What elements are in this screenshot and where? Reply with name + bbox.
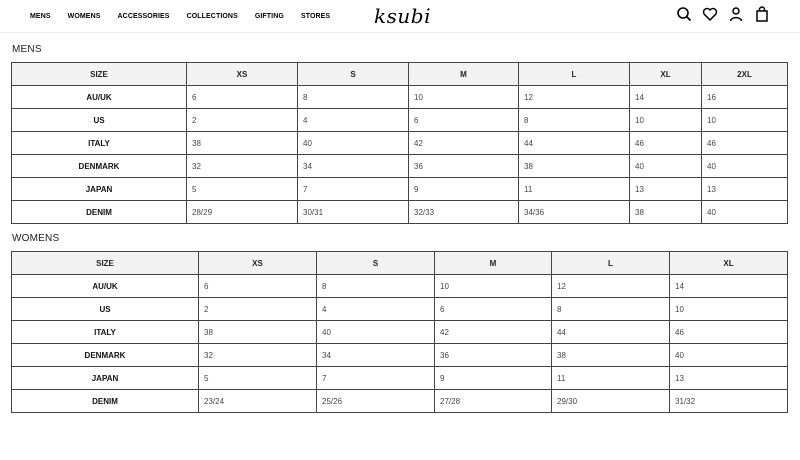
size-value-cell: 38 bbox=[187, 132, 298, 155]
row-label: AU/UK bbox=[12, 86, 187, 109]
size-value-cell: 46 bbox=[670, 321, 788, 344]
row-label: JAPAN bbox=[12, 367, 199, 390]
size-value-cell: 11 bbox=[552, 367, 670, 390]
row-label: DENIM bbox=[12, 390, 199, 413]
nav-stores[interactable]: STORES bbox=[300, 12, 331, 20]
size-column-header: SIZE bbox=[12, 63, 187, 86]
size-value-cell: 40 bbox=[702, 201, 788, 224]
table-row bbox=[12, 390, 788, 413]
size-value-cell: 8 bbox=[317, 275, 435, 298]
size-value-cell: 40 bbox=[702, 155, 788, 178]
heart-icon[interactable] bbox=[702, 6, 718, 22]
size-value-cell: 40 bbox=[298, 132, 409, 155]
table-row bbox=[12, 298, 788, 321]
size-value-cell: 5 bbox=[187, 178, 298, 201]
size-value-cell: 25/26 bbox=[317, 390, 435, 413]
row-label: ITALY bbox=[12, 321, 199, 344]
row-label: US bbox=[12, 109, 187, 132]
size-value-cell: 10 bbox=[702, 109, 788, 132]
row-label: ITALY bbox=[12, 132, 187, 155]
size-value-cell: 8 bbox=[298, 86, 409, 109]
table-row bbox=[12, 275, 788, 298]
size-column-header: SIZE bbox=[12, 252, 199, 275]
size-value-cell: 40 bbox=[670, 344, 788, 367]
size-value-cell: 38 bbox=[552, 344, 670, 367]
size-value-cell: 28/29 bbox=[187, 201, 298, 224]
user-icon[interactable] bbox=[728, 6, 744, 22]
size-value-cell: 42 bbox=[435, 321, 552, 344]
size-value-cell: 14 bbox=[670, 275, 788, 298]
size-value-cell: 5 bbox=[199, 367, 317, 390]
size-header-s: S bbox=[317, 252, 435, 275]
size-value-cell: 14 bbox=[630, 86, 702, 109]
table-header-row bbox=[12, 63, 788, 86]
row-label: AU/UK bbox=[12, 275, 199, 298]
size-value-cell: 38 bbox=[199, 321, 317, 344]
main-nav bbox=[30, 0, 330, 32]
size-value-cell: 36 bbox=[409, 155, 519, 178]
size-value-cell: 40 bbox=[317, 321, 435, 344]
size-header-xl: XL bbox=[670, 252, 788, 275]
table-row bbox=[12, 86, 788, 109]
size-value-cell: 36 bbox=[435, 344, 552, 367]
size-value-cell: 40 bbox=[630, 155, 702, 178]
size-value-cell: 10 bbox=[630, 109, 702, 132]
size-header-xs: XS bbox=[199, 252, 317, 275]
size-value-cell: 10 bbox=[670, 298, 788, 321]
size-value-cell: 13 bbox=[702, 178, 788, 201]
size-value-cell: 9 bbox=[409, 178, 519, 201]
size-value-cell: 23/24 bbox=[199, 390, 317, 413]
size-value-cell: 10 bbox=[409, 86, 519, 109]
size-value-cell: 6 bbox=[409, 109, 519, 132]
size-value-cell: 11 bbox=[519, 178, 630, 201]
size-value-cell: 2 bbox=[199, 298, 317, 321]
size-header-2xl: 2XL bbox=[702, 63, 788, 86]
search-icon[interactable] bbox=[676, 6, 692, 22]
size-value-cell: 6 bbox=[199, 275, 317, 298]
size-header-l: L bbox=[519, 63, 630, 86]
size-value-cell: 13 bbox=[630, 178, 702, 201]
size-value-cell: 8 bbox=[552, 298, 670, 321]
row-label: US bbox=[12, 298, 199, 321]
table-row bbox=[12, 321, 788, 344]
size-value-cell: 32 bbox=[187, 155, 298, 178]
size-value-cell: 46 bbox=[630, 132, 702, 155]
womens-section-title: WOMENS bbox=[12, 233, 60, 244]
size-value-cell: 46 bbox=[702, 132, 788, 155]
size-value-cell: 16 bbox=[702, 86, 788, 109]
size-header-xs: XS bbox=[187, 63, 298, 86]
table-row bbox=[12, 155, 788, 178]
size-value-cell: 9 bbox=[435, 367, 552, 390]
top-navigation bbox=[0, 0, 800, 33]
table-header-row bbox=[12, 252, 788, 275]
row-label: JAPAN bbox=[12, 178, 187, 201]
row-label: DENIM bbox=[12, 201, 187, 224]
table-row bbox=[12, 132, 788, 155]
size-value-cell: 7 bbox=[298, 178, 409, 201]
size-value-cell: 34 bbox=[317, 344, 435, 367]
size-value-cell: 32/33 bbox=[409, 201, 519, 224]
mens-size-table bbox=[11, 62, 788, 224]
mens-section-title: MENS bbox=[12, 44, 42, 55]
table-row bbox=[12, 367, 788, 390]
size-value-cell: 2 bbox=[187, 109, 298, 132]
size-header-m: M bbox=[409, 63, 519, 86]
size-value-cell: 38 bbox=[519, 155, 630, 178]
nav-collections[interactable]: COLLECTIONS bbox=[186, 12, 238, 20]
table-row bbox=[12, 109, 788, 132]
size-value-cell: 34/36 bbox=[519, 201, 630, 224]
nav-womens[interactable]: WOMENS bbox=[67, 12, 101, 20]
bag-icon[interactable] bbox=[754, 6, 770, 22]
size-value-cell: 7 bbox=[317, 367, 435, 390]
size-header-xl: XL bbox=[630, 63, 702, 86]
size-value-cell: 4 bbox=[298, 109, 409, 132]
size-value-cell: 10 bbox=[435, 275, 552, 298]
size-value-cell: 34 bbox=[298, 155, 409, 178]
nav-accessories[interactable]: ACCESSORIES bbox=[117, 12, 170, 20]
size-value-cell: 13 bbox=[670, 367, 788, 390]
size-header-m: M bbox=[435, 252, 552, 275]
size-value-cell: 31/32 bbox=[670, 390, 788, 413]
row-label: DENMARK bbox=[12, 344, 199, 367]
header-icons bbox=[676, 6, 770, 22]
size-value-cell: 30/31 bbox=[298, 201, 409, 224]
size-value-cell: 12 bbox=[552, 275, 670, 298]
size-value-cell: 6 bbox=[435, 298, 552, 321]
size-value-cell: 8 bbox=[519, 109, 630, 132]
size-header-s: S bbox=[298, 63, 409, 86]
table-row bbox=[12, 344, 788, 367]
size-value-cell: 29/30 bbox=[552, 390, 670, 413]
size-value-cell: 4 bbox=[317, 298, 435, 321]
size-value-cell: 44 bbox=[519, 132, 630, 155]
size-header-l: L bbox=[552, 252, 670, 275]
nav-mens[interactable]: MENS bbox=[30, 12, 51, 20]
table-row bbox=[12, 178, 788, 201]
womens-size-table bbox=[11, 251, 788, 413]
size-value-cell: 32 bbox=[199, 344, 317, 367]
nav-gifting[interactable]: GIFTING bbox=[254, 12, 284, 20]
size-value-cell: 27/28 bbox=[435, 390, 552, 413]
size-value-cell: 12 bbox=[519, 86, 630, 109]
row-label: DENMARK bbox=[12, 155, 187, 178]
table-row bbox=[12, 201, 788, 224]
size-value-cell: 42 bbox=[409, 132, 519, 155]
size-value-cell: 6 bbox=[187, 86, 298, 109]
brand-logo[interactable]: ksubi bbox=[374, 4, 431, 28]
size-value-cell: 38 bbox=[630, 201, 702, 224]
size-value-cell: 44 bbox=[552, 321, 670, 344]
